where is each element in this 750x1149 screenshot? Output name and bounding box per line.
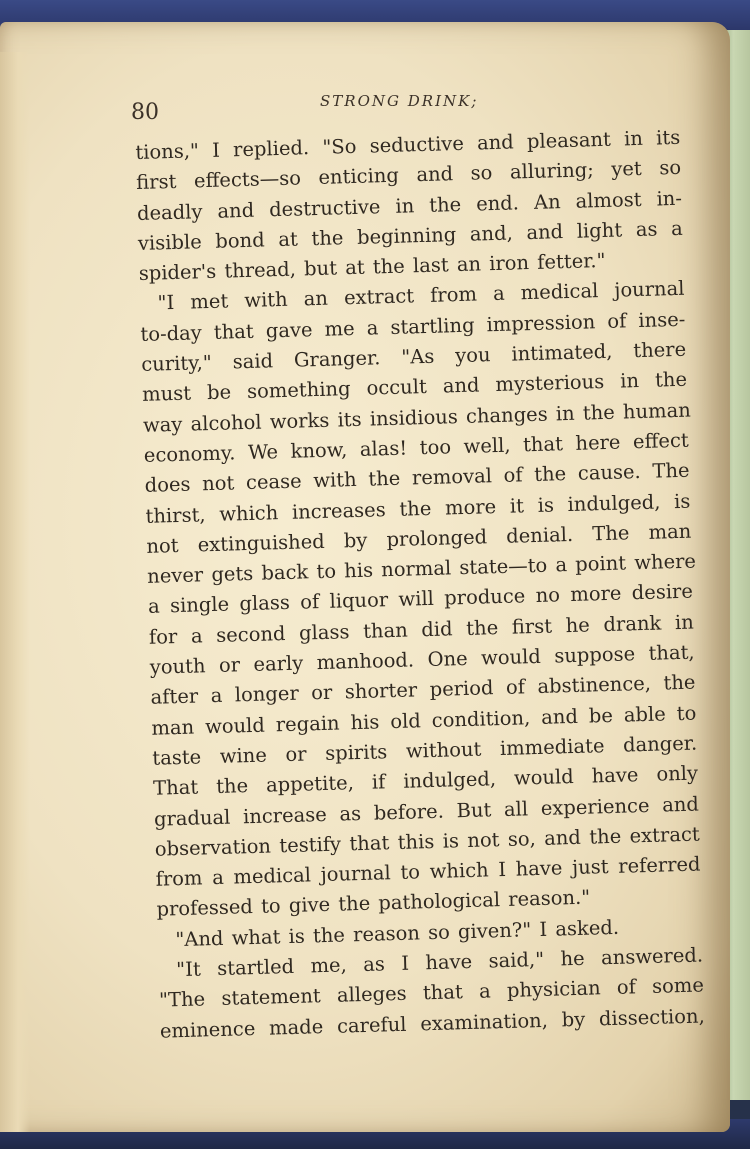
text-line: to-day that gave me a startling impression of inse- (140, 307, 686, 346)
text-line: "I met with an extract from a medical journal (157, 277, 685, 315)
text-line: tions," I replied. "So seductive and pleasant in its (135, 125, 681, 164)
text-line: spider's thread, but at the last an iron fetter." (138, 249, 606, 286)
text-line: observation testify that this is not so, and the extract (154, 822, 700, 861)
page-number: 80 (131, 100, 159, 125)
text-line: "And what is the reason so given?" I asked. (175, 915, 620, 951)
text-line: economy. We know, alas! too well, that here effect (143, 428, 689, 467)
text-line: curity," said Granger. "As you intimated, there (141, 337, 687, 376)
text-line: deadly and destructive in the end. An almost in- (136, 186, 683, 225)
text-line: taste wine or spirits without immediate danger. (152, 731, 698, 770)
text-line: youth or early manhood. One would suppose that, (149, 640, 695, 679)
text-line: way alcohol works its insidious changes in the human (142, 398, 692, 437)
text-line: must be something occult and mysterious in the (141, 368, 688, 407)
text-line: "It startled me, as I have said," he answered. (175, 943, 704, 982)
text-line: visible bond at the beginning and, and light as a (137, 216, 684, 255)
running-head: STRONG DRINK; (320, 92, 479, 110)
text-line: first effects—so enticing and so alluring; yet so (135, 156, 682, 195)
text-line: man would regain his old condition, and be able to (151, 701, 697, 740)
text-line: thirst, which increases the more it is indulged, is (145, 489, 691, 528)
text-line: professed to give the pathological reason." (156, 886, 591, 922)
text-line: eminence made careful examination, by dissection, (159, 1004, 706, 1043)
text-line: never gets back to his normal state—to a point where (146, 549, 697, 588)
text-line: not extinguished by prolonged denial. The man (146, 519, 692, 558)
text-line: a single glass of liquor will produce no more desire (147, 580, 694, 619)
text-line: for a second glass than did the first he drank in (148, 610, 695, 649)
text-line: That the appetite, if indulged, would have only (152, 761, 699, 800)
text-line: from a medical journal to which I have just referred (155, 852, 701, 891)
body-text (135, 123, 705, 1047)
page-gutter-shadow (0, 52, 30, 1132)
text-line: "The statement alleges that a physician of some (158, 973, 705, 1012)
text-line: after a longer or shorter period of abstinence, the (150, 670, 696, 710)
text-line: gradual increase as before. But all experience and (153, 792, 700, 831)
text-line: does not cease with the removal of the cause. The (144, 458, 690, 498)
